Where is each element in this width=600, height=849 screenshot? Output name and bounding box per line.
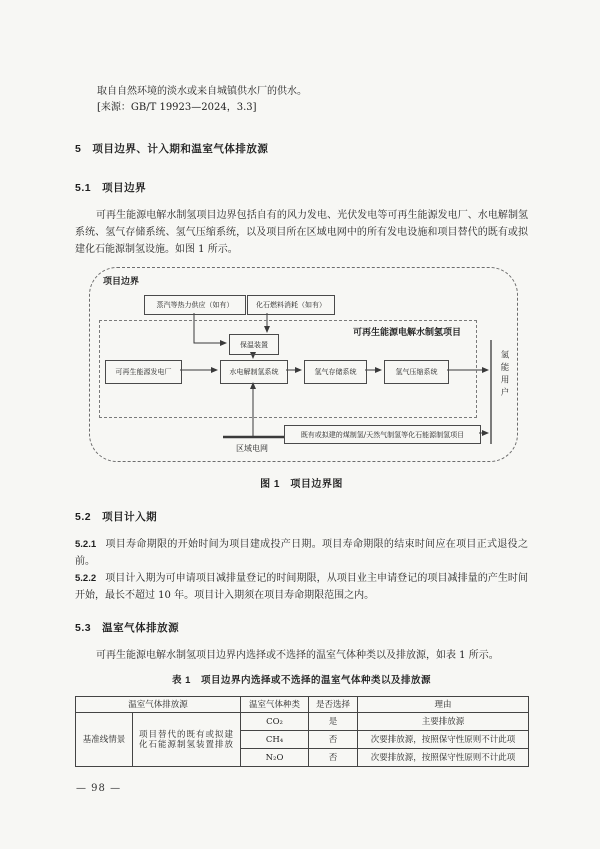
- figure-project-boundary: [87, 265, 527, 467]
- col-header-gas-type: 温室气体种类: [241, 697, 309, 713]
- heading-clause-5-1-title: 项目边界: [102, 182, 147, 194]
- paragraph-5-2-1: [75, 536, 528, 570]
- figure-box-insulation-device: 保温装置: [229, 334, 279, 355]
- figure-1-caption: 图 1 项目边界图: [260, 479, 343, 490]
- definition-source-block: [75, 84, 528, 116]
- clause-5-2-2-number: 5.2.2: [75, 573, 97, 584]
- col-header-selected: 是否选择: [309, 697, 358, 713]
- figure-box-hydrogen-compression-system: 氢气压缩系统: [384, 360, 449, 384]
- heading-clause-5-title: 项目边界、计入期和温室气体排放源: [92, 143, 269, 155]
- heading-clause-5-3-title: 温室气体排放源: [102, 622, 180, 634]
- heading-clause-5-2-title: 项目计入期: [102, 511, 158, 523]
- page-number: — 98 —: [76, 783, 122, 794]
- heading-clause-5-3-number: 5.3: [75, 622, 92, 634]
- clause-5-2-1-text: 项目寿命期限的开始时间为项目建成投产日期。项目寿命期限的结束时间应在项目正式退役之前。: [75, 539, 528, 567]
- heading-clause-5-number: 5: [75, 143, 82, 155]
- definition-source-ref: [来源：GB/T 19923—2024，3.3]: [97, 102, 257, 113]
- heading-clause-5-1: [75, 182, 528, 194]
- table-1-caption: 表 1 项目边界内选择或不选择的温室气体种类以及排放源: [172, 675, 431, 686]
- figure-box-hydrogen-storage-system: 氢气存储系统: [304, 360, 367, 384]
- col-header-reason: 理由: [358, 697, 529, 713]
- clause-5-2-2-text: 项目计入期为可申请项目减排量登记的时间期限，从项目业主申请登记的项目减排量的产生时间开始，最长不超过 10 年。项目计入期须在项目寿命期限范围之内。: [75, 573, 528, 601]
- cell-gas-co2: CO₂: [241, 713, 309, 731]
- clause-5-2-1-number: 5.2.1: [75, 539, 97, 550]
- cell-selected-ch4: 否: [309, 731, 358, 749]
- cell-reason-n2o: 次要排放源，按照保守性原则不计此项: [358, 749, 529, 767]
- project-boundary-label: 项目边界: [103, 276, 140, 286]
- cell-gas-n2o: N₂O: [241, 749, 309, 767]
- hydrogen-project-label: 可再生能源电解水制氢项目: [353, 327, 462, 337]
- cell-reason-ch4: 次要排放源，按照保守性原则不计此项: [358, 731, 529, 749]
- col-header-emission-source: 温室气体排放源: [76, 697, 241, 713]
- paragraph-5-1: 可再生能源电解水制氢项目边界包括自有的风力发电、光伏发电等可再生能源发电厂、水电解制氢系统、氢气存储系统、氢气压缩系统，以及项目所在区域电网中的所有发电设施和项目替代的既有或拟建化石能源制氢设施。如图 1 所示。: [75, 210, 528, 255]
- heading-clause-5-2-number: 5.2: [75, 511, 92, 523]
- definition-text: 取自自然环境的淡水或来自城镇供水厂的供水。: [97, 86, 307, 97]
- paragraph-5-2-2: [75, 570, 528, 604]
- cell-selected-n2o: 否: [309, 749, 358, 767]
- figure-box-fossil-fuel-consumption: 化石燃料消耗（如有）: [247, 295, 335, 315]
- cell-gas-ch4: CH₄: [241, 731, 309, 749]
- table-row: [76, 713, 529, 731]
- heading-clause-5: [75, 143, 528, 155]
- hydrogen-user-label: 氢能用户: [499, 350, 509, 400]
- regional-grid-label: 区域电网: [236, 444, 268, 453]
- table-header-row: [76, 697, 529, 713]
- figure-box-steam-heat-supply: 蒸汽等热力供应（如有）: [144, 295, 246, 315]
- ghg-source-table: [75, 696, 529, 767]
- cell-source-description: 项目替代的既有或拟建化石能源制氢装置排放: [133, 713, 241, 767]
- cell-scenario: 基准线情景: [76, 713, 133, 767]
- figure-box-existing-fossil-hydrogen-project: 既有或拟建的煤制氢/天然气制氢等化石能源制氢项目: [284, 425, 481, 444]
- paragraph-5-3: 可再生能源电解水制氢项目边界内选择或不选择的温室气体种类以及排放源，如表 1 所示。: [96, 650, 499, 661]
- page-content: [75, 0, 528, 767]
- cell-selected-co2: 是: [309, 713, 358, 731]
- figure-box-water-electrolysis-system: 水电解制氢系统: [220, 360, 288, 384]
- heading-clause-5-3: [75, 622, 528, 634]
- heading-clause-5-1-number: 5.1: [75, 182, 92, 194]
- cell-reason-co2: 主要排放源: [358, 713, 529, 731]
- figure-box-renewable-power-plant: 可再生能源发电厂: [105, 360, 182, 384]
- heading-clause-5-2: [75, 511, 528, 523]
